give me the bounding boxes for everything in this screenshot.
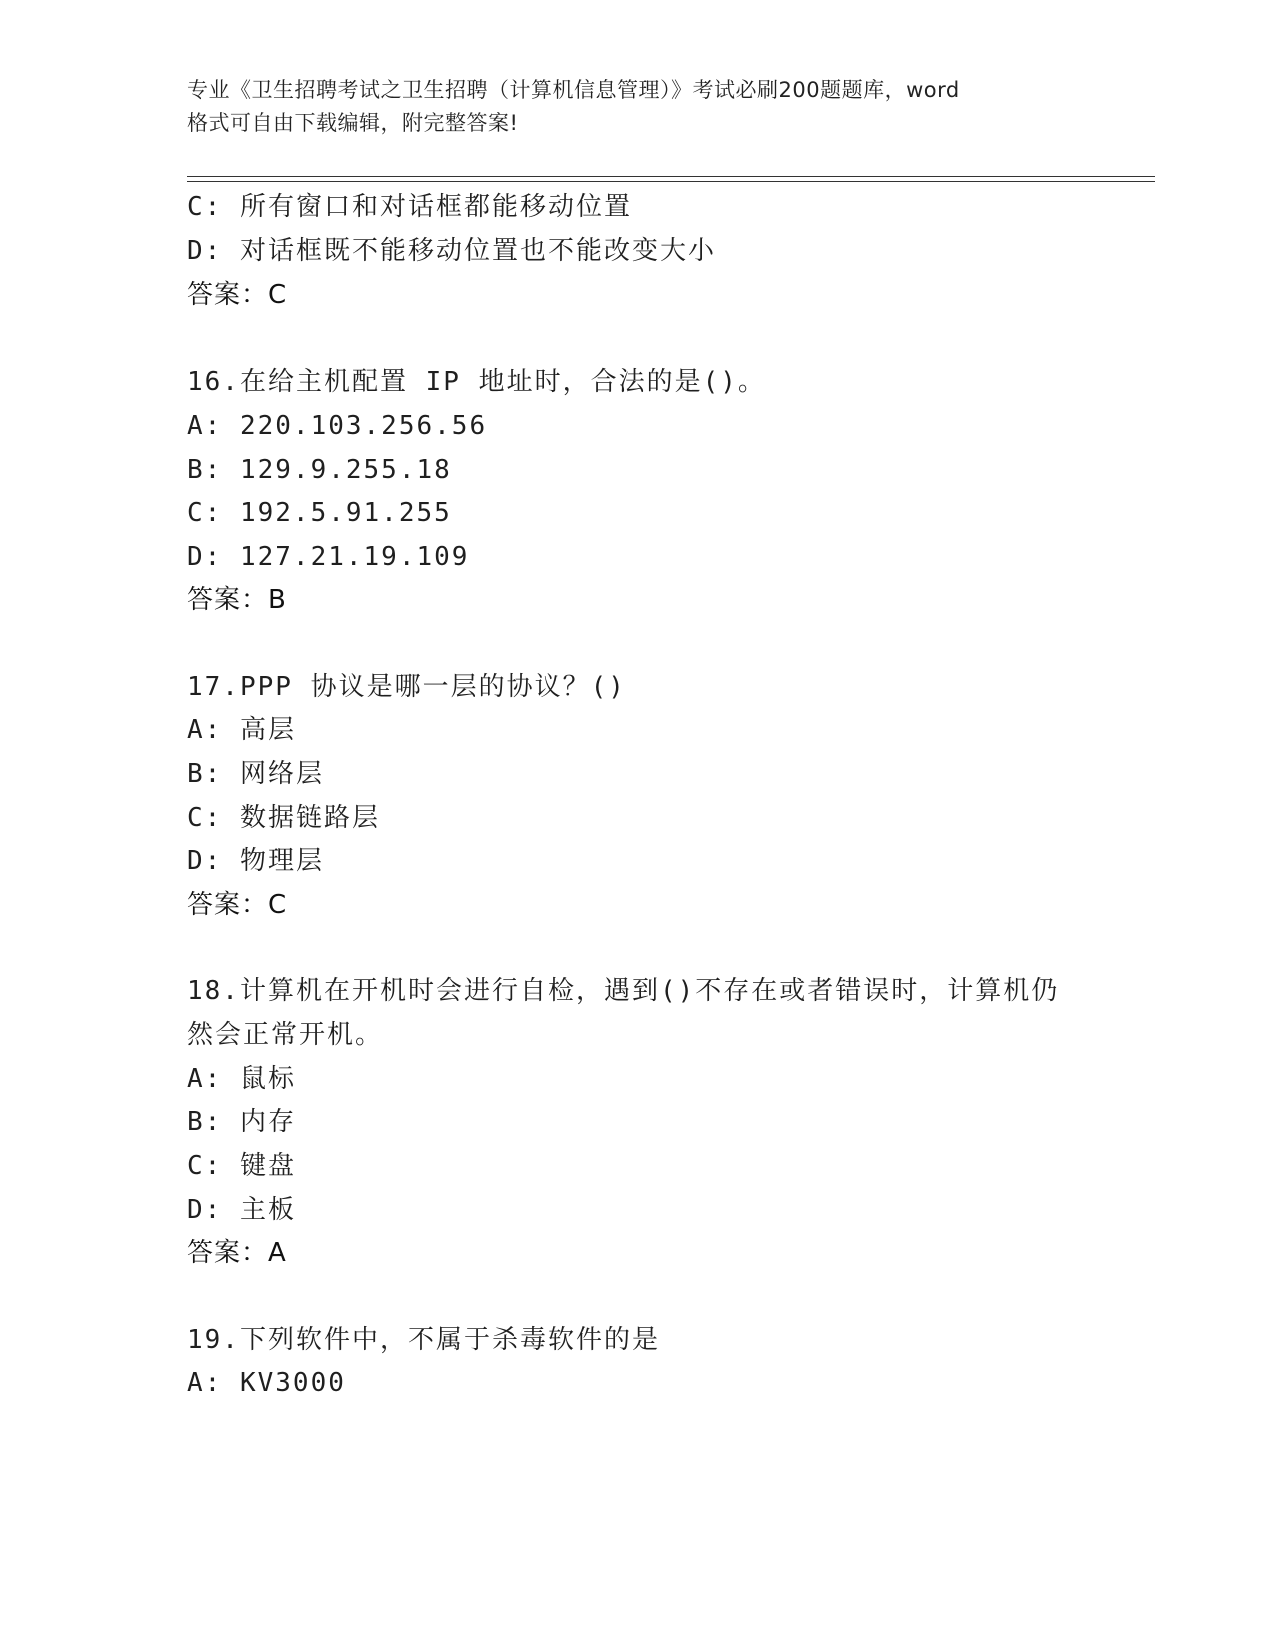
option-c: C: 键盘 [187,1151,296,1181]
option-b: B: 内存 [187,1107,296,1137]
option-a: A: KV3000 [187,1368,346,1398]
header-title-line-2: 格式可自由下载编辑，附完整答案! [187,111,519,135]
document-header [187,74,1087,140]
option-c: C: 所有窗口和对话框都能移动位置 [187,192,632,222]
answer-line: 答案：A [187,1238,287,1268]
header-divider-top [187,176,1155,177]
option-d: D: 主板 [187,1195,296,1225]
answer-line: 答案：C [187,280,288,310]
answer-line: 答案：C [187,890,288,920]
question-stem-19: 19.下列软件中，不属于杀毒软件的是 [187,1325,660,1355]
option-d: D: 对话框既不能移动位置也不能改变大小 [187,236,716,266]
option-c: C: 数据链路层 [187,803,380,833]
option-d: D: 物理层 [187,846,324,876]
option-a: A: 鼠标 [187,1064,296,1094]
header-divider-bottom [187,181,1155,182]
option-c: C: 192.5.91.255 [187,498,452,528]
question-stem-16: 16.在给主机配置 IP 地址时，合法的是()。 [187,367,766,397]
question-stem-17: 17.PPP 协议是哪一层的协议？() [187,672,626,702]
option-a: A: 220.103.256.56 [187,411,488,441]
option-b: B: 网络层 [187,759,324,789]
question-stem-18-line-1: 18.计算机在开机时会进行自检，遇到()不存在或者错误时，计算机仍 [187,976,1060,1006]
option-d: D: 127.21.19.109 [187,542,470,572]
option-a: A: 高层 [187,715,296,745]
header-title-line-1: 专业《卫生招聘考试之卫生招聘（计算机信息管理）》考试必刷200题题库，word [187,78,960,102]
question-stem-18-line-2: 然会正常开机。 [187,1020,384,1050]
option-b: B: 129.9.255.18 [187,455,452,485]
answer-line: 答案：B [187,585,287,615]
